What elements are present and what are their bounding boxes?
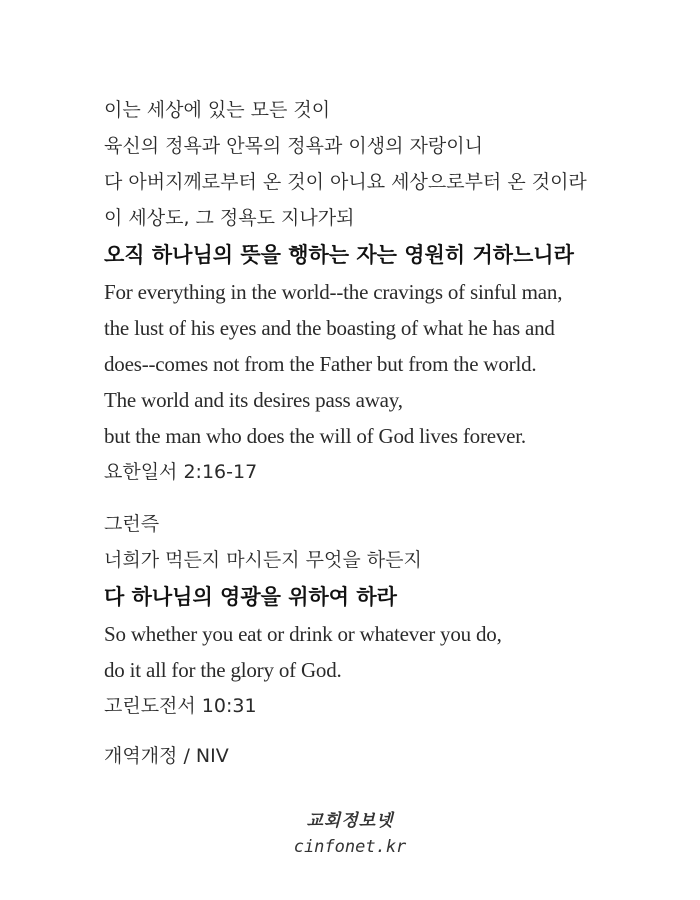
verse-reference: 요한일서 2:16-17	[104, 461, 258, 483]
logo-korean-text: 교회정보넷	[306, 811, 394, 831]
verse-card	[104, 92, 664, 774]
version-divider	[104, 724, 664, 738]
korean-verse-line: 이는 세상에 있는 모든 것이	[104, 99, 331, 121]
english-verse-line: do it all for the glory of God.	[104, 658, 342, 682]
korean-verse-line: 이 세상도, 그 정욕도 지나가되	[104, 207, 355, 229]
korean-verse-line: 그런즉	[104, 513, 160, 535]
english-verse-line: The world and its desires pass away,	[104, 388, 403, 412]
english-verse-line: So whether you eat or drink or whatever you do,	[104, 622, 502, 646]
passage-2	[104, 506, 664, 724]
korean-verse-emphasis: 오직 하나님의 뜻을 행하는 자는 영원히 거하느니라	[104, 243, 574, 267]
english-verse-line: does--comes not from the Father but from the world.	[104, 352, 537, 376]
logo-site-url: cinfonet.kr	[293, 837, 407, 857]
english-verse-line: the lust of his eyes and the boasting of what he has and	[104, 316, 555, 340]
passage-1	[104, 92, 664, 490]
english-verse-line: but the man who does the will of God lives forever.	[104, 424, 526, 448]
bible-versions: 개역개정 / NIV	[104, 745, 229, 767]
footer-logo	[0, 808, 700, 860]
korean-verse-emphasis: 다 하나님의 영광을 위하여 하라	[104, 585, 397, 609]
korean-verse-line: 육신의 정욕과 안목의 정욕과 이생의 자랑이니	[104, 135, 483, 157]
korean-verse-line: 다 아버지께로부터 온 것이 아니요 세상으로부터 온 것이라	[104, 171, 587, 193]
korean-verse-line: 너희가 먹든지 마시든지 무엇을 하든지	[104, 549, 422, 571]
verse-reference: 고린도전서 10:31	[104, 695, 257, 717]
english-verse-line: For everything in the world--the cravings of sinful man,	[104, 280, 563, 304]
passage-divider	[104, 490, 664, 506]
